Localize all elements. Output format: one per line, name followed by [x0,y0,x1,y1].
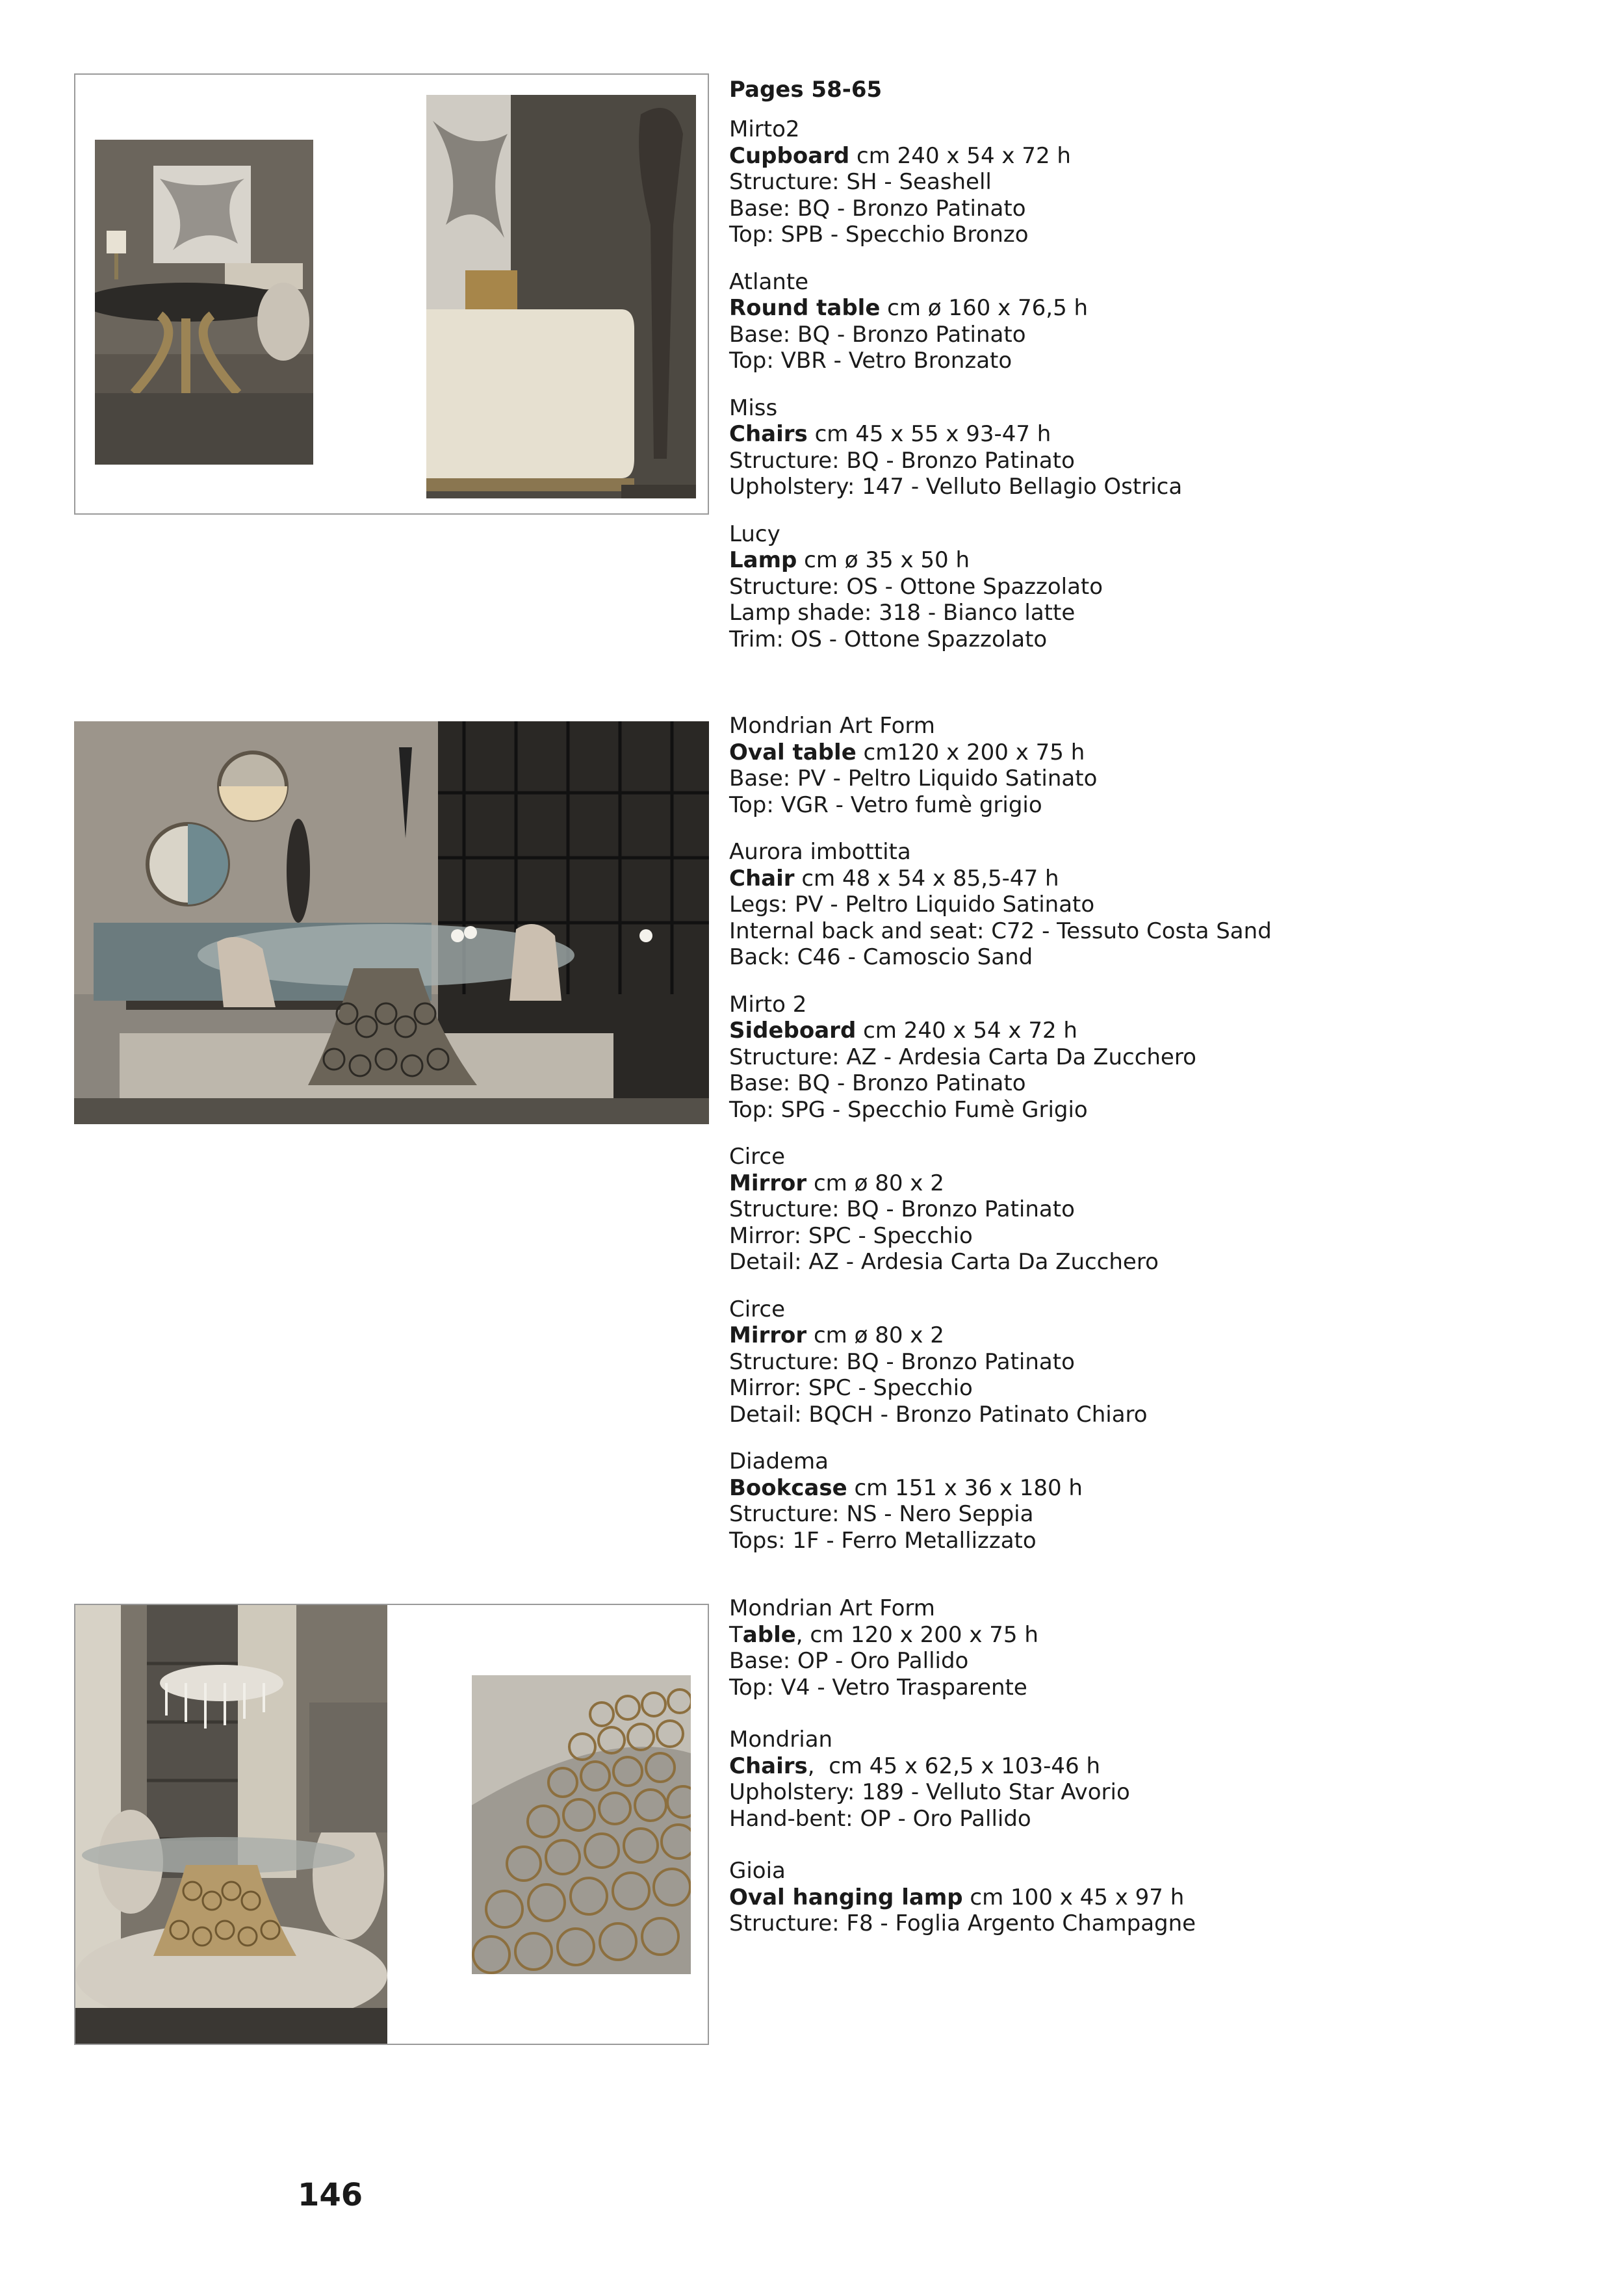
collection-name: Mirto 2 [729,991,807,1018]
collection-name: Aurora imbottita [729,839,911,865]
product-dimensions: cm 100 x 45 x 97 h [962,1884,1185,1910]
product-line [729,547,1593,574]
product-dimensions: cm ø 35 x 50 h [797,547,970,573]
product-dimensions: cm ø 80 x 2 [806,1170,944,1196]
collection-name: Gioia [729,1858,786,1884]
product-dimensions: cm 240 x 54 x 72 h [849,142,1071,169]
spec-line: Detail: BQCH - Bronzo Patinato Chiaro [729,1401,1148,1428]
photo-oval-table-room [74,721,709,1124]
product-prefix: T [729,1621,743,1648]
product-type: Oval table [729,739,857,765]
product-type: Sideboard [729,1018,857,1044]
spec-line: Base: PV - Peltro Liquido Satinato [729,765,1098,791]
collection-name: Mondrian Art Form [729,713,935,739]
spec-block [729,269,1593,374]
collection-name: Diadema [729,1448,829,1474]
product-dimensions: , cm 45 x 62,5 x 103-46 h [807,1753,1101,1779]
collection-name: Mirto2 [729,116,800,142]
photo-round-table-dining-room [95,140,313,465]
product-line [729,1475,1593,1502]
spec-line: Top: SPB - Specchio Bronzo [729,222,1029,248]
product-dimensions: cm ø 80 x 2 [806,1322,944,1348]
product-type: Round table [729,295,881,321]
spec-line: Structure: BQ - Bronzo Patinato [729,1196,1075,1222]
spec-line: Top: VBR - Vetro Bronzato [729,348,1012,374]
collection-name: Circe [729,1144,786,1170]
spec-block [729,521,1593,653]
spec-line: Lamp shade: 318 - Bianco latte [729,600,1076,626]
spec-line: Top: SPG - Specchio Fumè Grigio [729,1096,1088,1123]
spec-line: Structure: F8 - Foglia Argento Champagne [729,1910,1196,1936]
spec-block [729,1727,1593,1832]
product-type: able [742,1621,796,1648]
product-dimensions: cm ø 160 x 76,5 h [880,295,1089,321]
product-type: Cupboard [729,142,850,169]
product-dimensions: cm 48 x 54 x 85,5-47 h [794,865,1059,892]
spec-line: Hand-bent: OP - Oro Pallido [729,1805,1031,1832]
page-number: 146 [298,2177,363,2213]
spec-line: Internal back and seat: C72 - Tessuto Costa Sand [729,918,1272,944]
spec-block [729,1448,1593,1554]
spec-line: Upholstery: 147 - Velluto Bellagio Ostrica [729,474,1183,500]
product-line [729,1018,1593,1044]
spec-block [729,1144,1593,1276]
pages-range-title: Pages 58-65 [729,77,883,103]
product-dimensions: cm 240 x 54 x 72 h [856,1018,1077,1044]
spec-line: Mirror: SPC - Specchio [729,1222,973,1249]
spec-line: Base: OP - Oro Pallido [729,1648,969,1674]
spec-line: Structure: NS - Nero Seppia [729,1501,1034,1527]
product-type: Chairs [729,421,808,447]
product-line [729,1884,1593,1911]
product-type: Lamp [729,547,797,573]
product-line [729,1753,1593,1780]
product-dimensions: cm 151 x 36 x 180 h [847,1474,1083,1501]
spec-line: Detail: AZ - Ardesia Carta Da Zucchero [729,1249,1159,1275]
spec-block [729,713,1593,818]
collection-name: Lucy [729,521,780,547]
spec-section-3 [729,1595,1593,1937]
photo-mondrian-ring-detail [472,1675,691,1974]
collection-name: Circe [729,1296,786,1322]
product-type: Mirror [729,1322,807,1348]
spec-block [729,1858,1593,1937]
photo-frame-mondrian-table [74,1604,709,2045]
spec-line: Back: C46 - Camoscio Sand [729,944,1033,970]
spec-line: Legs: PV - Peltro Liquido Satinato [729,892,1095,918]
photo-mondrian-dining-room [75,1605,387,2045]
product-line [729,1170,1593,1197]
spec-line: Base: BQ - Bronzo Patinato [729,321,1026,348]
spec-block [729,116,1593,248]
spec-line: Top: VGR - Vetro fumè grigio [729,791,1042,818]
spec-line: Structure: BQ - Bronzo Patinato [729,447,1075,474]
spec-block [729,1296,1593,1428]
product-line [729,866,1593,892]
collection-name: Atlante [729,268,809,295]
product-line [729,421,1593,448]
product-dimensions: cm120 x 200 x 75 h [856,739,1085,765]
photo-frame-dining-cupboard [74,73,709,515]
spec-block [729,395,1593,500]
photo-cupboard-sculpture [426,95,696,498]
product-line [729,295,1593,322]
spec-line: Structure: BQ - Bronzo Patinato [729,1348,1075,1375]
product-line [729,739,1593,766]
product-line [729,1622,1593,1649]
spec-line: Trim: OS - Ottone Spazzolato [729,626,1048,652]
spec-block [729,992,1593,1124]
collection-name: Mondrian Art Form [729,1595,935,1621]
product-line [729,143,1593,170]
spec-line: Base: BQ - Bronzo Patinato [729,195,1026,222]
spec-block [729,1595,1593,1701]
spec-block [729,839,1593,971]
spec-line: Top: V4 - Vetro Trasparente [729,1674,1027,1701]
product-line [729,1322,1593,1349]
product-dimensions: cm 45 x 55 x 93-47 h [807,421,1051,447]
spec-section-1 [729,116,1593,652]
collection-name: Mondrian [729,1727,833,1753]
product-dimensions: , cm 120 x 200 x 75 h [795,1621,1038,1648]
product-type: Chair [729,865,795,892]
collection-name: Miss [729,394,778,421]
spec-line: Structure: AZ - Ardesia Carta Da Zucchero [729,1044,1196,1070]
spec-line: Mirror: SPC - Specchio [729,1375,973,1401]
product-type: Mirror [729,1170,807,1196]
spec-line: Base: BQ - Bronzo Patinato [729,1070,1026,1096]
spec-section-2 [729,713,1593,1554]
spec-line: Tops: 1F - Ferro Metallizzato [729,1527,1037,1554]
spec-line: Structure: SH - Seashell [729,169,992,195]
product-type: Chairs [729,1753,808,1779]
spec-line: Structure: OS - Ottone Spazzolato [729,573,1103,600]
spec-line: Upholstery: 189 - Velluto Star Avorio [729,1779,1130,1805]
product-type: Oval hanging lamp [729,1884,963,1910]
product-type: Bookcase [729,1474,847,1501]
